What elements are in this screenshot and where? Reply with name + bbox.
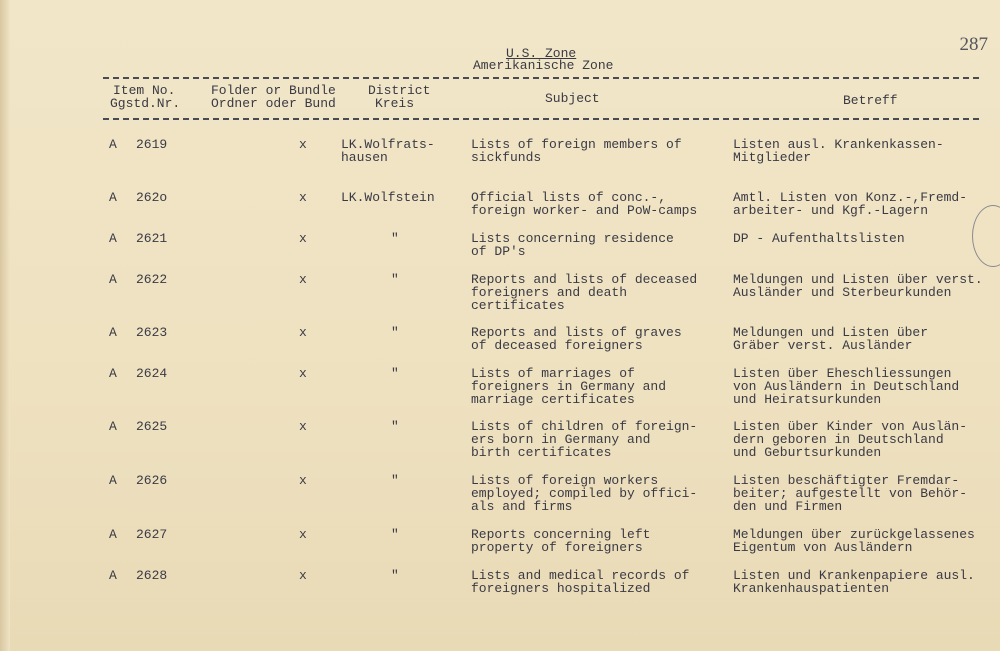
district-line: " <box>391 568 399 583</box>
header-ordner: Ordner oder Bund <box>211 96 336 111</box>
district-line: " <box>391 272 399 287</box>
betreff-line: Listen beschäftigter Fremdar- <box>733 473 960 488</box>
item-number: 2622 <box>136 272 168 287</box>
subject-line: sickfunds <box>471 150 542 165</box>
district-line: " <box>391 366 399 381</box>
district-line: " <box>391 231 399 246</box>
subject-line: Official lists of conc.-, <box>471 190 667 205</box>
item-prefix: A <box>109 473 117 488</box>
folder-mark: x <box>299 325 307 340</box>
header-district: District <box>368 83 431 98</box>
header-betreff: Betreff <box>843 93 898 108</box>
header-item-no: Item No. <box>113 83 176 98</box>
subject-line: Lists of marriages of <box>471 366 635 381</box>
folder-mark: x <box>299 231 307 246</box>
betreff-line: Meldungen und Listen über verst. <box>733 272 983 287</box>
item-prefix: A <box>109 527 117 542</box>
subject-line: certificates <box>471 298 565 313</box>
zone-title-de: Amerikanische Zone <box>473 58 614 73</box>
folder-mark: x <box>299 272 307 287</box>
item-prefix: A <box>109 419 117 434</box>
item-number: 2619 <box>136 137 168 152</box>
betreff-line: Ausländer und Sterbeurkunden <box>733 285 952 300</box>
betreff-line: und Geburtsurkunden <box>733 445 882 460</box>
betreff-line: den und Firmen <box>733 499 843 514</box>
betreff-line: Meldungen und Listen über <box>733 325 929 340</box>
subject-line: Reports and lists of graves <box>471 325 682 340</box>
item-number: 262o <box>136 190 168 205</box>
subject-line: property of foreigners <box>471 540 643 555</box>
betreff-line: Eigentum von Ausländern <box>733 540 913 555</box>
table-row <box>0 420 1000 470</box>
header-kreis: Kreis <box>375 96 415 111</box>
subject-line: foreigners hospitalized <box>471 581 651 596</box>
subject-line: foreigners and death <box>471 285 628 300</box>
folder-mark: x <box>299 473 307 488</box>
subject-line: Reports and lists of deceased <box>471 272 698 287</box>
betreff-line: dern geboren in Deutschland <box>733 432 944 447</box>
district-line: LK.Wolfrats- <box>341 137 435 152</box>
item-number: 2625 <box>136 419 168 434</box>
subject-line: foreigners in Germany and <box>471 379 667 394</box>
betreff-line: und Heiratsurkunden <box>733 392 882 407</box>
subject-line: employed; compiled by offici- <box>471 486 698 501</box>
district-line: LK.Wolfstein <box>341 190 435 205</box>
header-folder: Folder or Bundle <box>211 83 336 98</box>
folder-mark: x <box>299 137 307 152</box>
item-prefix: A <box>109 568 117 583</box>
header-ggstd-nr: Ggstd.Nr. <box>110 96 181 111</box>
item-number: 2621 <box>136 231 168 246</box>
betreff-line: arbeiter- und Kgf.-Lagern <box>733 203 929 218</box>
betreff-line: DP - Aufenthaltslisten <box>733 231 905 246</box>
subject-line: als and firms <box>471 499 573 514</box>
subject-line: Lists and medical records of <box>471 568 690 583</box>
betreff-line: Gräber verst. Ausländer <box>733 338 913 353</box>
subject-line: Lists of foreign workers <box>471 473 659 488</box>
table-row <box>0 138 1000 188</box>
betreff-line: Listen über Kinder von Auslän- <box>733 419 968 434</box>
betreff-line: Listen und Krankenpapiere ausl. <box>733 568 975 583</box>
table-row <box>0 273 1000 323</box>
betreff-line: Mitglieder <box>733 150 812 165</box>
item-number: 2623 <box>136 325 168 340</box>
table-row <box>0 474 1000 524</box>
item-number: 2628 <box>136 568 168 583</box>
betreff-line: Krankenhauspatienten <box>733 581 890 596</box>
item-number: 2626 <box>136 473 168 488</box>
subject-line: marriage certificates <box>471 392 635 407</box>
folder-mark: x <box>299 568 307 583</box>
subject-line: foreign worker- and PoW-camps <box>471 203 698 218</box>
district-line: " <box>391 419 399 434</box>
subject-line: Lists concerning residence <box>471 231 674 246</box>
header-bottom-rule <box>103 118 979 120</box>
subject-line: of deceased foreigners <box>471 338 643 353</box>
page-number: 287 <box>959 34 988 55</box>
folder-mark: x <box>299 190 307 205</box>
betreff-line: Meldungen über zurückgelassenes <box>733 527 975 542</box>
subject-line: Lists of children of foreign- <box>471 419 698 434</box>
item-prefix: A <box>109 190 117 205</box>
district-line: " <box>391 473 399 488</box>
subject-line: Reports concerning left <box>471 527 651 542</box>
header-top-rule <box>103 77 979 79</box>
betreff-line: beiter; aufgestellt von Behör- <box>733 486 968 501</box>
betreff-line: Amtl. Listen von Konz.-,Fremd- <box>733 190 968 205</box>
subject-line: birth certificates <box>471 445 612 460</box>
betreff-line: von Ausländern in Deutschland <box>733 379 960 394</box>
item-number: 2627 <box>136 527 168 542</box>
table-row <box>0 569 1000 619</box>
item-prefix: A <box>109 366 117 381</box>
item-prefix: A <box>109 137 117 152</box>
item-prefix: A <box>109 231 117 246</box>
subject-line: ers born in Germany and <box>471 432 651 447</box>
item-number: 2624 <box>136 366 168 381</box>
folder-mark: x <box>299 527 307 542</box>
district-line: " <box>391 527 399 542</box>
subject-line: of DP's <box>471 244 526 259</box>
district-line: " <box>391 325 399 340</box>
folder-mark: x <box>299 366 307 381</box>
item-prefix: A <box>109 272 117 287</box>
betreff-line: Listen über Eheschliessungen <box>733 366 952 381</box>
zone-title-en: U.S. Zone <box>506 46 577 61</box>
district-line: hausen <box>341 150 388 165</box>
item-prefix: A <box>109 325 117 340</box>
folder-mark: x <box>299 419 307 434</box>
betreff-line: Listen ausl. Krankenkassen- <box>733 137 944 152</box>
table-row <box>0 367 1000 417</box>
header-subject: Subject <box>545 91 600 106</box>
subject-line: Lists of foreign members of <box>471 137 682 152</box>
